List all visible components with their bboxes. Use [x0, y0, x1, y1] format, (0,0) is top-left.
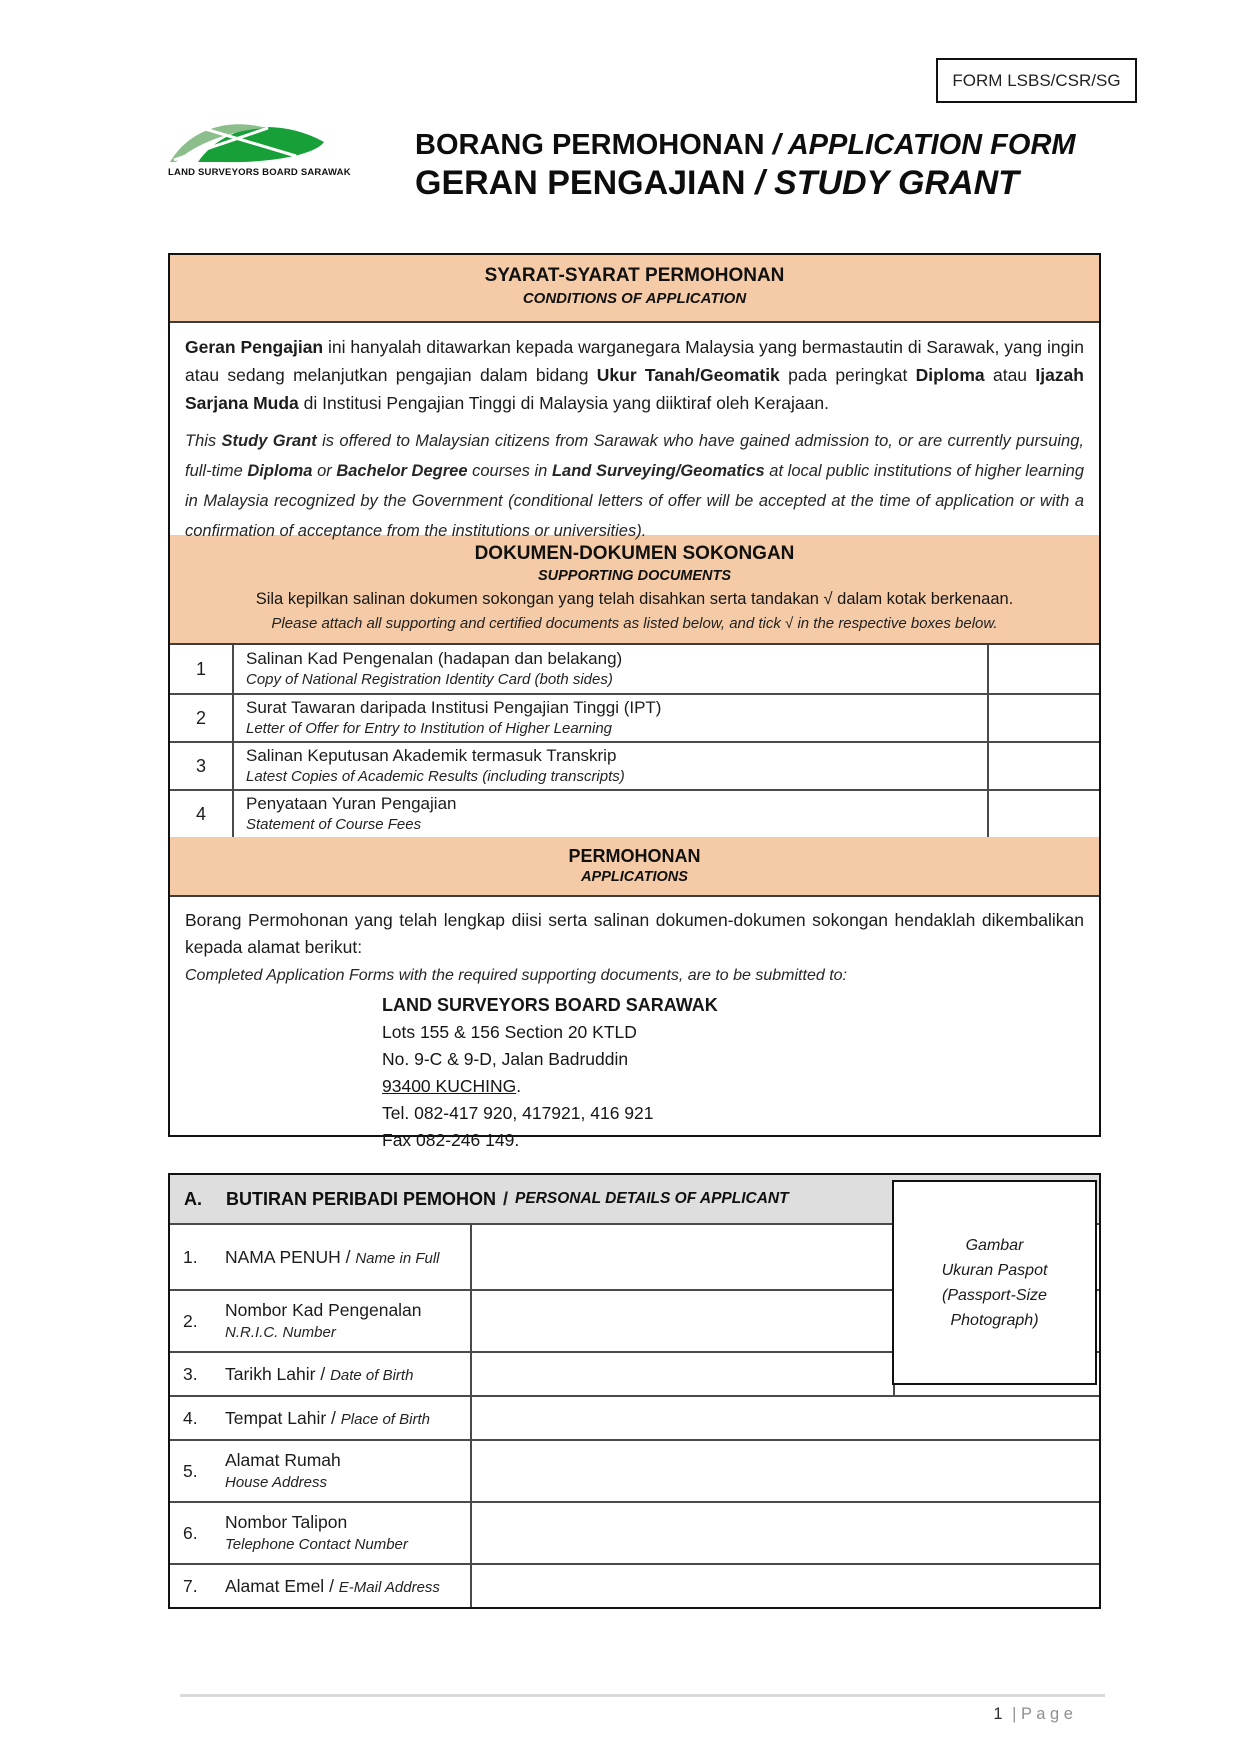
conditions-heading-ms: SYARAT-SYARAT PERMOHONAN: [484, 265, 785, 286]
field-label-cell: [170, 1565, 470, 1607]
photo-box-line: (Passport-Size: [942, 1286, 1047, 1304]
tick-box-3[interactable]: [987, 743, 1099, 789]
document-description-en: Latest Copies of Academic Results (including transcripts): [246, 768, 625, 785]
field-label: [225, 1362, 413, 1387]
address-name: LAND SURVEYORS BOARD SARAWAK: [382, 995, 718, 1015]
supporting-documents-table: [170, 645, 1099, 837]
conditions-header-band: [170, 255, 1099, 323]
document-description-ms: Penyataan Yuran Pengajian: [246, 794, 457, 813]
field-value-house-address[interactable]: [470, 1441, 1099, 1501]
page-footer: [168, 1705, 1073, 1724]
documents-note-en: Please attach all supporting and certified documents as listed below, and tick √ in the respective boxes below.: [271, 615, 998, 632]
document-row-1: [170, 645, 1099, 693]
field-label-cell: [170, 1441, 470, 1501]
supporting-documents-header-band: [170, 535, 1099, 645]
field-label-separator: /: [340, 1246, 356, 1267]
document-description-en: Copy of National Registration Identity Card (both sides): [246, 671, 613, 688]
field-label-ms: Nombor Talipon: [225, 1512, 348, 1532]
photo-box-line: Photograph): [950, 1311, 1039, 1329]
tick-box-2[interactable]: [987, 695, 1099, 741]
field-label-en: E-Mail Address: [338, 1578, 440, 1596]
field-label-en: Name in Full: [355, 1249, 440, 1267]
document-number: 2: [170, 695, 234, 741]
field-label: [225, 1574, 440, 1599]
documents-heading-en: SUPPORTING DOCUMENTS: [537, 568, 732, 584]
section-a-heading-separator: /: [503, 1188, 509, 1209]
document-description-ms: Surat Tawaran daripada Institusi Pengajian Tinggi (IPT): [246, 698, 662, 717]
field-label-cell: [170, 1225, 470, 1289]
conditions-body: [170, 323, 1099, 540]
field-label-ms: Alamat Emel: [225, 1575, 325, 1596]
documents-note-ms: Sila kepilkan salinan dokumen sokongan yang telah disahkan serta tandakan √ dalam kotak berkenaan.: [255, 590, 1014, 608]
field-label-separator: /: [324, 1575, 339, 1596]
document-row-3: [170, 741, 1099, 789]
field-label-en: Place of Birth: [340, 1410, 430, 1428]
title-line-1: BORANG PERMOHONAN / APPLICATION FORM: [415, 129, 1076, 161]
field-label-separator: /: [315, 1363, 331, 1384]
document-title: [415, 128, 1076, 204]
applications-heading-en: APPLICATIONS: [581, 869, 688, 885]
document-description: [234, 743, 987, 789]
field-number: 6.: [183, 1522, 198, 1543]
field-row-email: [170, 1563, 1099, 1607]
logo: [168, 118, 358, 178]
field-label: [225, 1406, 430, 1431]
field-label-ms: Nombor Kad Pengenalan: [225, 1300, 422, 1320]
document-description: [234, 695, 987, 741]
field-number: 7.: [183, 1575, 198, 1596]
photo-box-line: Ukuran Paspot: [941, 1261, 1048, 1279]
document-number: 1: [170, 645, 234, 693]
field-label-ms: NAMA PENUH: [225, 1246, 341, 1267]
field-value-email[interactable]: [470, 1565, 1099, 1607]
conditions-heading-en: CONDITIONS OF APPLICATION: [522, 290, 747, 307]
document-number: 4: [170, 791, 234, 837]
field-label-ms: Tarikh Lahir: [225, 1363, 316, 1384]
land-surveyors-board-logo-icon: [168, 118, 358, 164]
field-label-en: N.R.I.C. Number: [225, 1324, 336, 1341]
field-label: [225, 1245, 440, 1270]
document-description-ms: Salinan Keputusan Akademik termasuk Transkrip: [246, 746, 617, 765]
address-line-1: Lots 155 & 156 Section 20 KTLD: [382, 1022, 637, 1042]
field-value-date-of-birth[interactable]: [470, 1353, 893, 1395]
field-value-telephone[interactable]: [470, 1503, 1099, 1563]
field-number: 3.: [183, 1363, 198, 1384]
section-a-heading-ms: BUTIRAN PERIBADI PEMOHON: [226, 1188, 497, 1209]
applications-heading-ms: PERMOHONAN: [568, 846, 701, 866]
photo-box-line: Gambar: [965, 1236, 1024, 1254]
field-label-ms: Tempat Lahir: [225, 1407, 327, 1428]
field-label-cell: [170, 1353, 470, 1395]
field-row-house-address: [170, 1439, 1099, 1501]
passport-photo-box[interactable]: [892, 1180, 1097, 1385]
applications-paragraph-malay: Borang Permohonan yang telah lengkap diisi serta salinan dokumen-dokumen sokongan hendaklah dikembalikan kepada alamat berikut:: [185, 910, 1084, 957]
address-line-2: No. 9-C & 9-D, Jalan Badruddin: [382, 1049, 629, 1069]
document-description-en: Letter of Offer for Entry to Institution of Higher Learning: [246, 720, 613, 737]
conditions-paragraph-english: This Study Grant is offered to Malaysian citizens from Sarawak who have gained admission to, or are currently pursuing, full-time Diploma or Bachelor Degree courses in Land Surveying/Geomatics at local public institutions of higher learning in Malaysia recognized by the Government (conditional letters of offer will be accepted at the time of application or with a confirmation of acceptance from the institutions or universities).: [185, 432, 1084, 540]
field-number: 2.: [183, 1310, 198, 1331]
applications-body: [170, 897, 1099, 1150]
field-label-cell: [170, 1503, 470, 1563]
field-label-en: House Address: [225, 1474, 327, 1491]
field-row-place-of-birth: [170, 1395, 1099, 1439]
applications-paragraph-english: Completed Application Forms with the required supporting documents, are to be submitted to:: [185, 967, 847, 984]
tick-box-4[interactable]: [987, 791, 1099, 837]
field-label-cell: [170, 1291, 470, 1351]
form-code-box: FORM LSBS/CSR/SG: [936, 58, 1137, 103]
page-number: 1: [993, 1705, 1003, 1723]
submission-address: [382, 992, 1084, 1154]
main-info-box: [168, 253, 1101, 1150]
document-number: 3: [170, 743, 234, 789]
field-label-ms: Alamat Rumah: [225, 1450, 341, 1470]
document-row-2: [170, 693, 1099, 741]
applications-header-band: [170, 837, 1099, 897]
document-description-en: Statement of Course Fees: [246, 816, 422, 833]
title-line-2: GERAN PENGAJIAN / STUDY GRANT: [415, 163, 1019, 202]
logo-caption: LAND SURVEYORS BOARD SARAWAK: [168, 167, 351, 178]
field-label: [225, 1298, 422, 1344]
page-label: | P a g e: [1012, 1705, 1073, 1723]
address-city: 93400 KUCHING.: [382, 1076, 522, 1096]
field-label-en: Telephone Contact Number: [225, 1536, 408, 1553]
section-a-heading-en: PERSONAL DETAILS OF APPLICANT: [515, 1190, 789, 1207]
field-value-place-of-birth[interactable]: [470, 1397, 1099, 1439]
field-label-en: Date of Birth: [330, 1366, 414, 1384]
address-fax: Fax 082-246 149.: [382, 1130, 520, 1150]
field-row-telephone: [170, 1501, 1099, 1563]
conditions-paragraph-malay: Geran Pengajian ini hanyalah ditawarkan kepada warganegara Malaysia yang bermastautin di Sarawak, yang ingin atau sedang melanjutkan pengajian dalam bidang Ukur Tanah/Geomatik pada peringkat Diploma atau Ijazah Sarjana Muda di Institusi Pengajian Tinggi di Malaysia yang diiktiraf oleh Kerajaan.: [185, 337, 1084, 413]
field-label: [225, 1510, 408, 1556]
field-number: 1.: [183, 1246, 198, 1267]
field-label: [225, 1448, 341, 1494]
field-label-cell: [170, 1397, 470, 1439]
documents-heading-ms: DOKUMEN-DOKUMEN SOKONGAN: [474, 543, 795, 564]
field-number: 5.: [183, 1460, 198, 1481]
footer-divider: [180, 1694, 1105, 1697]
field-number: 4.: [183, 1407, 198, 1428]
section-a-label: A.: [184, 1188, 202, 1209]
address-telephone: Tel. 082-417 920, 417921, 416 921: [382, 1103, 654, 1123]
tick-box-1[interactable]: [987, 645, 1099, 693]
document-description: [234, 645, 987, 693]
document-description: [234, 791, 987, 837]
document-row-4: [170, 789, 1099, 837]
document-description-ms: Salinan Kad Pengenalan (hadapan dan belakang): [246, 649, 623, 668]
field-label-separator: /: [326, 1407, 341, 1428]
